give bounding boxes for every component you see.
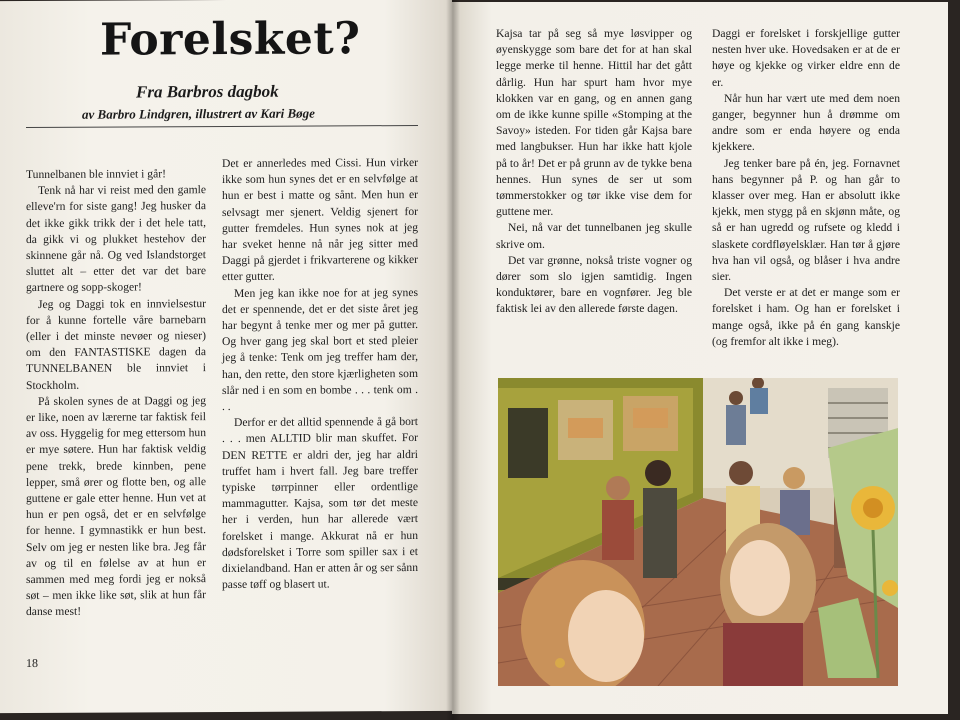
page-number: 18 [26, 655, 38, 671]
right-page [452, 2, 948, 714]
title-rule [26, 125, 418, 128]
paragraph: Når hun har vært ute med dem noen ganger, begynner hun å drømme om andre som er enda høyere og enda kjekkere. [712, 91, 900, 154]
text-column-3 [496, 26, 692, 318]
paragraph: Jeg og Daggi tok en innvielsestur for å kunne fortelle våre barnebarn (eller i det minste nevøer og nieser) om den FANTASTISKE dagen da TUNNELBANEN ble innviet i Stockholm. [26, 296, 206, 392]
article-subtitle: Fra Barbros dagbok [136, 81, 279, 102]
paragraph: Jeg tenker bare på én, jeg. Fornavnet hans begynner på P. og han går to klasser over meg. Han er absolutt ikke kjekk, men stygg på en skjønn måte, og så er han ugredd og rufsete og kledd i slaskete cordfløyelsklær. Han tør å gjøre hva han vil også, og blåser i hva andre sier. [712, 156, 900, 284]
paragraph: På skolen synes de at Daggi og jeg er like, noen av lærerne tar faktisk feil av oss. Hyggelig for meg ettersom hun er mye søtere. Hun har faktisk veldig pene trekk, brede kinnben, pene lepper, små ører og flotte ben, og alle guttene er gale etter henne. Hun vet at hun er pen også, det er en selvfølge for henne. I gymnastikk er hun best. Selv om jeg er nesten like bra. Jeg får av og til en følelse av at hun er sammen med meg fordi jeg er nokså søt – men ikke like søt, slik at hun får danse mest! [26, 393, 206, 619]
paragraph: Det er annerledes med Cissi. Hun virker ikke som hun synes det er en selvfølge at hun er best i matte og sånt. Men hun er selvsagt mer sjenert. Veldig sjenert for gutter fremdeles. Hun synes nok at jeg har sveket henne nå når jeg sitter med Daggi på gjerdet i frikvarterene og kikker etter gutter. [222, 155, 418, 284]
text-column-4 [712, 26, 900, 350]
left-page [0, 0, 452, 713]
paragraph: Tenk nå har vi reist med den gamle elleve'rn for siste gang! Jeg husker da det ikke gikk trikk der i det hele tatt, da gikk vi og plukket hestehov der skinnene går nå. Og ved Islandstorget sluttet alt – etter det var det bare gartnere og sopp-skoger! [26, 183, 206, 295]
text-column-2 [222, 155, 418, 594]
paragraph: Derfor er det alltid spennende å gå bort . . . men ALLTID blir man skuffet. For DEN RETTE er aldri der, jeg har aldri truffet ham i hvert fall. Jeg bare treffer typiske tørrpinner eller ordentlige mammagutter. Kajsa, som tør det meste her i verden, hun har allerede vært forelsket i mange. Akkurat nå er hun dødsforelsket i Torre som spiller sax i et dixielandband. Han er atten år og ser sånn passe tøff og blasert ut. [222, 415, 418, 592]
subway-station-illustration [498, 378, 898, 686]
book-gutter [446, 0, 460, 720]
paragraph: Men jeg kan ikke noe for at jeg synes det er spennende, det er det siste året jeg har begynt å tenke mer og mer på gutter. Og hver gang jeg skal bort et sted pleier jeg å tenke: Tenk om jeg treffer ham der, han, den rette, den store kjærligheten som slår ned i en som en bombe . . . tenk om . . . [222, 285, 418, 414]
paragraph: Kajsa tar på seg så mye løsvipper og øyenskygge som bare det for at han skal legge merke til henne. Hittil har det gått dårlig. Hun har spurt ham hvor mye klokken var en gang, og en annen gang om de ikke kunne spille «Stomping at the Savoy» isteden. For tiden går Kajsa bare med langbukser. Hun har ikke hatt kjole på to år! Det er på grunn av de tykke bena hennes. Hun synes de ser ut som tømmerstokker og tør ikke vise dem for guttene mer. [496, 27, 692, 219]
article-byline: av Barbro Lindgren, illustrert av Kari Bøge [82, 105, 315, 122]
paragraph: Nei, nå var det tunnelbanen jeg skulle skrive om. [496, 221, 692, 251]
paragraph: Tunnelbanen ble innviet i går! [26, 167, 166, 182]
paragraph: Det var grønne, nokså triste vogner og dører som slo igjen samtidig. Ingen konduktører, bare en vognfører. Jeg ble faktisk lei av den allerede første dagen. [496, 253, 692, 316]
paragraph: Det verste er at det er mange som er forelsket i ham. Og han er forelsket i mange også, ikke på én gang kanskje (og fremfor alt ikke i meg). [712, 286, 900, 348]
text-column-1 [26, 166, 206, 621]
article-title: Forelsket? [100, 13, 361, 66]
paragraph: Daggi er forelsket i forskjellige gutter nesten hver uke. Hovedsaken er at de er høye og kjekke og virker eldre enn de er. [712, 27, 900, 89]
